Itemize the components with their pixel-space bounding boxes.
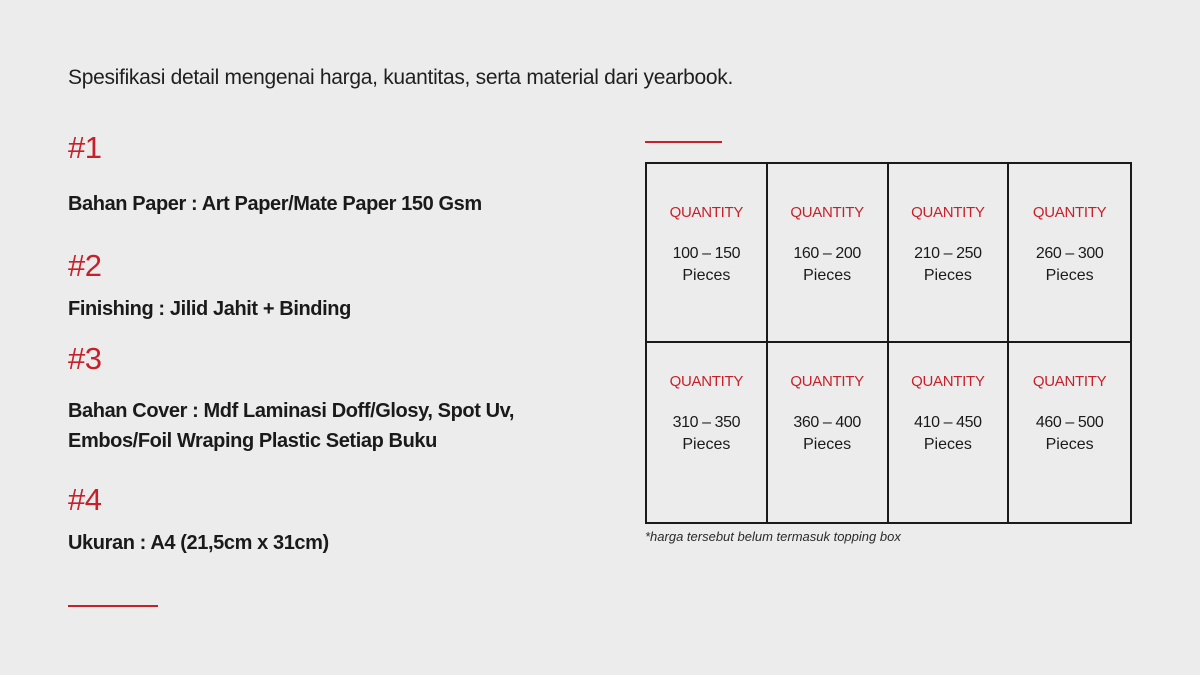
quantity-range: 460 – 500 <box>1035 414 1104 431</box>
quantity-unit: Pieces <box>1045 267 1094 284</box>
quantity-unit: Pieces <box>682 436 731 453</box>
quantity-cell <box>647 164 768 343</box>
quantity-range: 100 – 150 <box>672 245 741 262</box>
spec-text-3-line-1: Bahan Cover : Mdf Laminasi Doff/Glosy, Spot Uv, <box>68 400 515 422</box>
quantity-label: QUANTITY <box>669 373 744 390</box>
quantity-unit: Pieces <box>803 436 852 453</box>
quantity-unit: Pieces <box>923 267 972 284</box>
spec-text-3 <box>68 396 514 456</box>
spec-number-3: #3 <box>68 341 102 376</box>
quantity-cell <box>889 164 1010 343</box>
quantity-label: QUANTITY <box>669 204 744 221</box>
quantity-unit: Pieces <box>803 267 852 284</box>
quantity-label: QUANTITY <box>1032 204 1107 221</box>
spec-number-4: #4 <box>68 482 102 517</box>
intro-text: Spesifikasi detail mengenai harga, kuantitas, serta material dari yearbook. <box>68 66 734 89</box>
spec-number-1: #1 <box>68 130 102 165</box>
quantity-label: QUANTITY <box>911 373 985 390</box>
price-footnote: *harga tersebut belum termasuk topping box <box>645 529 901 544</box>
quantity-label: QUANTITY <box>790 204 864 221</box>
quantity-cell <box>889 343 1010 522</box>
quantity-range: 260 – 300 <box>1035 245 1104 262</box>
quantity-cell <box>768 164 889 343</box>
bottom-divider <box>68 605 158 607</box>
spec-text-4: Ukuran : A4 (21,5cm x 31cm) <box>68 532 329 554</box>
quantity-label: QUANTITY <box>1032 373 1107 390</box>
table-top-divider <box>645 141 722 143</box>
quantity-unit: Pieces <box>1045 436 1094 453</box>
quantity-cell <box>647 343 768 522</box>
quantity-cell <box>1009 164 1130 343</box>
spec-text-2: Finishing : Jilid Jahit + Binding <box>68 298 351 320</box>
quantity-unit: Pieces <box>923 436 972 453</box>
quantity-label: QUANTITY <box>790 373 864 390</box>
quantity-range: 360 – 400 <box>793 414 861 431</box>
quantity-range: 210 – 250 <box>914 245 982 262</box>
quantity-range: 160 – 200 <box>793 245 861 262</box>
quantity-cell <box>1009 343 1130 522</box>
spec-number-2: #2 <box>68 248 102 283</box>
quantity-table <box>645 162 1132 524</box>
quantity-unit: Pieces <box>682 267 731 284</box>
quantity-range: 410 – 450 <box>914 414 982 431</box>
quantity-label: QUANTITY <box>911 204 985 221</box>
quantity-cell <box>768 343 889 522</box>
spec-text-1: Bahan Paper : Art Paper/Mate Paper 150 Gsm <box>68 193 482 215</box>
quantity-range: 310 – 350 <box>672 414 741 431</box>
spec-text-3-line-2: Embos/Foil Wraping Plastic Setiap Buku <box>68 430 437 452</box>
